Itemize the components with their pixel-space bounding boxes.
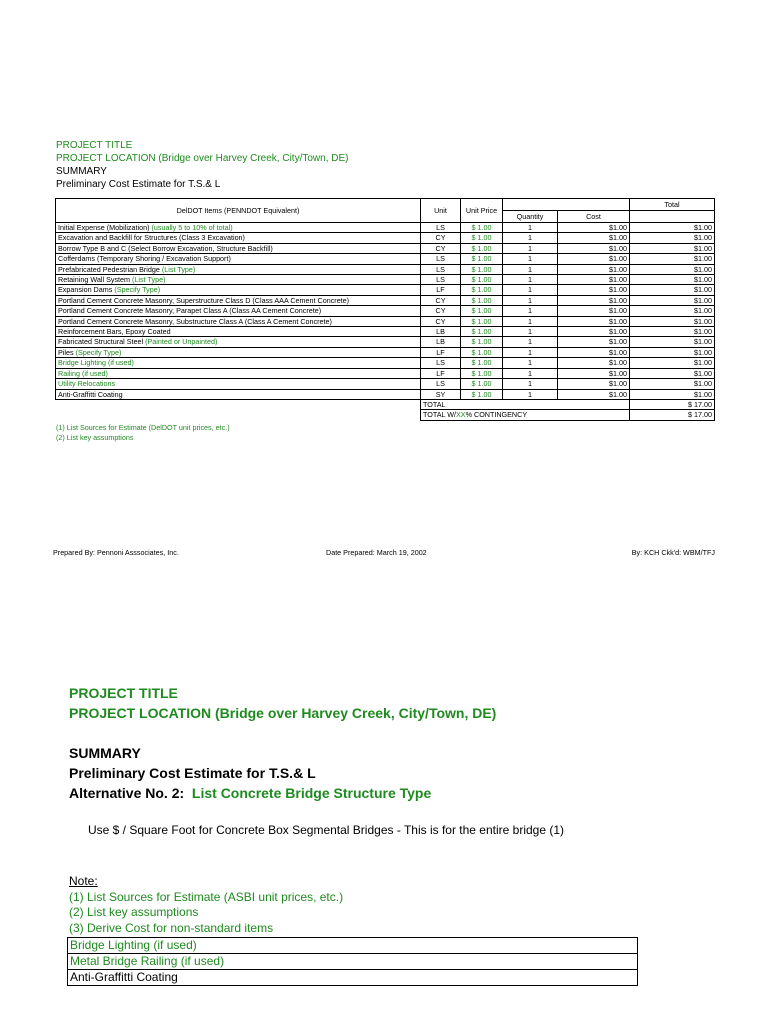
row-cost: $1.00 [558, 347, 630, 357]
row-total: $1.00 [630, 316, 715, 326]
row-total: $1.00 [630, 295, 715, 305]
header-quantity: Quantity [503, 211, 558, 223]
row-item [56, 233, 421, 243]
page2-header [69, 683, 496, 803]
row-total: $1.00 [630, 243, 715, 253]
row-unit-price: $ 1.00 [461, 233, 503, 243]
alternative-line [69, 783, 496, 803]
alternative-value: List Concrete Bridge Structure Type [191, 785, 432, 801]
row-item [56, 316, 421, 326]
header-unit-price: Unit Price [461, 199, 503, 223]
row-unit-price: $ 1.00 [461, 223, 503, 233]
table-row [56, 295, 715, 305]
row-total: $1.00 [630, 358, 715, 368]
row-quantity: 1 [503, 295, 558, 305]
date-prepared: Date Prepared: March 19, 2002 [326, 548, 427, 557]
header-total: Total [630, 199, 715, 211]
row-total: $1.00 [630, 379, 715, 389]
row-cost: $1.00 [558, 264, 630, 274]
page2-items-table [67, 937, 638, 986]
row-unit-price: $ 1.00 [461, 295, 503, 305]
row-unit: LS [421, 264, 461, 274]
table-row [56, 233, 715, 243]
row-item-text: Prefabricated Pedestrian Bridge [58, 264, 160, 274]
row-unit: LS [421, 223, 461, 233]
row-cost: $1.00 [558, 337, 630, 347]
row-cost: $1.00 [558, 368, 630, 378]
row-cost: $1.00 [558, 316, 630, 326]
row-quantity: 1 [503, 337, 558, 347]
cost-estimate-body [56, 199, 715, 400]
row-unit: LS [421, 358, 461, 368]
item-bridge-lighting: Bridge Lighting (if used) [68, 938, 638, 954]
row-quantity: 1 [503, 223, 558, 233]
note-2: (2) List key assumptions [56, 432, 134, 442]
totals-body [56, 399, 715, 420]
row-item-text: Portland Cement Concrete Masonry, Parapet Class A (Class AA Cement Concrete) [58, 306, 322, 316]
summary-heading-2: SUMMARY [69, 745, 141, 761]
total-value: $ 17.00 [630, 399, 715, 409]
row-total: $1.00 [630, 285, 715, 295]
row-unit: LF [421, 285, 461, 295]
row-unit-price: $ 1.00 [461, 264, 503, 274]
contingency-suffix: % CONTINGENCY [465, 410, 528, 420]
row-unit: LF [421, 347, 461, 357]
row-total: $1.00 [630, 327, 715, 337]
row-cost: $1.00 [558, 295, 630, 305]
row-item-text: Fabricated Structural Steel [58, 337, 144, 347]
row-unit-price: $ 1.00 [461, 347, 503, 357]
row-item-text: Reinforcement Bars, Epoxy Coated [58, 327, 171, 337]
cost-estimate-table [55, 198, 715, 421]
project-location-2: PROJECT LOCATION (Bridge over Harvey Creek, City/Town, DE) [69, 705, 497, 721]
row-item [56, 368, 421, 378]
row-item-note: Bridge Lighting (if used) [58, 358, 134, 368]
row-item [56, 347, 421, 357]
row-cost: $1.00 [558, 233, 630, 243]
table-row [56, 275, 715, 285]
list-item [68, 970, 638, 986]
contingency-label [421, 410, 630, 420]
header-blank [503, 199, 630, 211]
row-cost: $1.00 [558, 243, 630, 253]
row-unit-price: $ 1.00 [461, 243, 503, 253]
note2-1: (1) List Sources for Estimate (ASBI unit prices, etc.) [69, 889, 344, 904]
row-quantity: 1 [503, 264, 558, 274]
header-item: DelDOT Items (PENNDOT Equivalent) [56, 199, 421, 223]
row-unit: LB [421, 327, 461, 337]
table-row [56, 368, 715, 378]
row-item-text: Retaining Wall System [58, 275, 131, 285]
table-row [56, 254, 715, 264]
row-quantity: 1 [503, 389, 558, 399]
table-row [56, 264, 715, 274]
list-item [68, 938, 638, 954]
row-cost: $1.00 [558, 306, 630, 316]
project-title: PROJECT TITLE [56, 140, 133, 151]
row-item-note: (Specify Type) [73, 347, 122, 357]
row-cost: $1.00 [558, 223, 630, 233]
row-item-text: Cofferdams (Temporary Shoring / Excavation Support) [58, 254, 231, 264]
contingency-value: $ 17.00 [630, 410, 715, 420]
row-unit: CY [421, 243, 461, 253]
row-total: $1.00 [630, 306, 715, 316]
contingency-prefix: TOTAL W/ [423, 410, 457, 420]
row-unit-price: $ 1.00 [461, 306, 503, 316]
list-item [68, 954, 638, 970]
row-unit: LB [421, 337, 461, 347]
table-row [56, 389, 715, 399]
row-cost: $1.00 [558, 327, 630, 337]
row-item-note: Utility Relocations [58, 379, 116, 389]
row-item [56, 254, 421, 264]
row-unit-price: $ 1.00 [461, 358, 503, 368]
table-row [56, 379, 715, 389]
row-item-text: Initial Expense (Mobilization) [58, 223, 150, 232]
row-cost: $1.00 [558, 379, 630, 389]
table-row [56, 347, 715, 357]
item-metal-railing: Metal Bridge Railing (if used) [68, 954, 638, 970]
row-cost: $1.00 [558, 389, 630, 399]
row-item [56, 306, 421, 316]
table-row [56, 327, 715, 337]
row-quantity: 1 [503, 275, 558, 285]
total-label: TOTAL [421, 399, 630, 409]
header-unit: Unit [421, 199, 461, 223]
row-item-note: (Painted or Unpainted) [143, 337, 218, 347]
square-foot-note: Use $ / Square Foot for Concrete Box Segmental Bridges - This is for the entire bridge (1) [88, 823, 565, 837]
contingency-spacer [56, 410, 421, 420]
table-row [56, 223, 715, 233]
row-unit-price: $ 1.00 [461, 275, 503, 285]
row-quantity: 1 [503, 243, 558, 253]
note2-3: (3) Derive Cost for non-standard items [69, 920, 274, 935]
row-item [56, 389, 421, 399]
row-unit-price: $ 1.00 [461, 254, 503, 264]
row-unit-price: $ 1.00 [461, 316, 503, 326]
row-unit: SY [421, 389, 461, 399]
estimate-title-2: Preliminary Cost Estimate for T.S.& L [69, 765, 316, 781]
row-item [56, 243, 421, 253]
row-quantity: 1 [503, 347, 558, 357]
checked-by: By: KCH Ckk'd: WBM/TFJ [631, 548, 715, 557]
table-row [56, 358, 715, 368]
row-item [56, 275, 421, 285]
table-row [56, 316, 715, 326]
note-heading: Note: [69, 874, 98, 888]
row-total: $1.00 [630, 254, 715, 264]
row-item-note: (List Type) [130, 275, 166, 285]
header-cost: Cost [558, 211, 630, 223]
row-quantity: 1 [503, 327, 558, 337]
table-row [56, 306, 715, 316]
row-unit: CY [421, 233, 461, 243]
row-unit: LS [421, 275, 461, 285]
row-item-note: Railing (if used) [58, 368, 108, 378]
item-anti-graffiti: Anti-Graffitti Coating [68, 970, 638, 986]
row-cost: $1.00 [558, 275, 630, 285]
table-row [56, 243, 715, 253]
note2-2: (2) List key assumptions [69, 905, 199, 919]
row-total: $1.00 [630, 223, 715, 233]
row-quantity: 1 [503, 306, 558, 316]
row-item-note: (Specify Type) [112, 285, 161, 295]
contingency-xx: XX [456, 410, 466, 420]
row-unit-price: $ 1.00 [461, 285, 503, 295]
row-unit-price: $ 1.00 [461, 337, 503, 347]
row-item-text: Borrow Type B and C (Select Borrow Excavation, Structure Backfill) [58, 243, 273, 253]
row-total: $1.00 [630, 347, 715, 357]
row-quantity: 1 [503, 233, 558, 243]
row-item-text: Expansion Dams [58, 285, 113, 295]
row-quantity: 1 [503, 254, 558, 264]
row-item-note: (usually 5 to 10% of total) [149, 223, 233, 232]
page1-notes [56, 423, 230, 442]
row-item-text: Piles [58, 347, 74, 357]
row-quantity: 1 [503, 316, 558, 326]
row-item [56, 285, 421, 295]
project-title-2: PROJECT TITLE [69, 685, 178, 701]
row-unit: LS [421, 379, 461, 389]
alternative-label: Alternative No. 2: [69, 785, 185, 801]
row-unit: CY [421, 316, 461, 326]
row-total: $1.00 [630, 264, 715, 274]
page2-notes [69, 874, 343, 936]
summary-heading: SUMMARY [56, 166, 107, 177]
row-item-note: (List Type) [159, 264, 196, 274]
project-location: PROJECT LOCATION (Bridge over Harvey Creek, City/Town, DE) [56, 153, 349, 164]
row-item [56, 295, 421, 305]
row-item-text: Excavation and Backfill for Structures (Class 3 Excavation) [58, 233, 245, 243]
row-quantity: 1 [503, 379, 558, 389]
row-unit-price: $ 1.00 [461, 389, 503, 399]
row-unit-price: $ 1.00 [461, 327, 503, 337]
row-total: $1.00 [630, 337, 715, 347]
row-total: $1.00 [630, 275, 715, 285]
row-item [56, 223, 421, 233]
row-cost: $1.00 [558, 254, 630, 264]
contingency-row [56, 410, 715, 420]
row-unit: CY [421, 306, 461, 316]
row-unit-price: $ 1.00 [461, 379, 503, 389]
row-item [56, 358, 421, 368]
table-header-row [56, 199, 715, 211]
row-cost: $1.00 [558, 358, 630, 368]
header-total-blank [630, 211, 715, 223]
note-1: (1) List Sources for Estimate (DelDOT unit prices, etc.) [56, 423, 230, 432]
row-unit: CY [421, 295, 461, 305]
total-row [56, 399, 715, 409]
row-item-text: Portland Cement Concrete Masonry, Substructure Class A (Class A Cement Concrete) [58, 316, 332, 326]
page1-header [56, 139, 348, 191]
row-total: $1.00 [630, 368, 715, 378]
row-unit-price: $ 1.00 [461, 368, 503, 378]
row-cost: $1.00 [558, 285, 630, 295]
total-spacer [56, 399, 421, 409]
row-item [56, 327, 421, 337]
row-unit: LS [421, 254, 461, 264]
row-unit: LF [421, 368, 461, 378]
row-item [56, 337, 421, 347]
row-item [56, 379, 421, 389]
row-quantity: 1 [503, 285, 558, 295]
row-item-text: Portland Cement Concrete Masonry, Superstructure Class D (Class AAA Cement Concrete) [58, 295, 350, 305]
row-total: $1.00 [630, 233, 715, 243]
row-quantity: 1 [503, 368, 558, 378]
table-row [56, 285, 715, 295]
row-total: $1.00 [630, 389, 715, 399]
estimate-title: Preliminary Cost Estimate for T.S.& L [56, 179, 221, 190]
row-quantity: 1 [503, 358, 558, 368]
row-item [56, 264, 421, 274]
table-row [56, 337, 715, 347]
row-item-text: Anti-Graffitti Coating [58, 389, 123, 399]
prepared-by: Prepared By: Pennoni Asssociates, Inc. [53, 548, 179, 557]
